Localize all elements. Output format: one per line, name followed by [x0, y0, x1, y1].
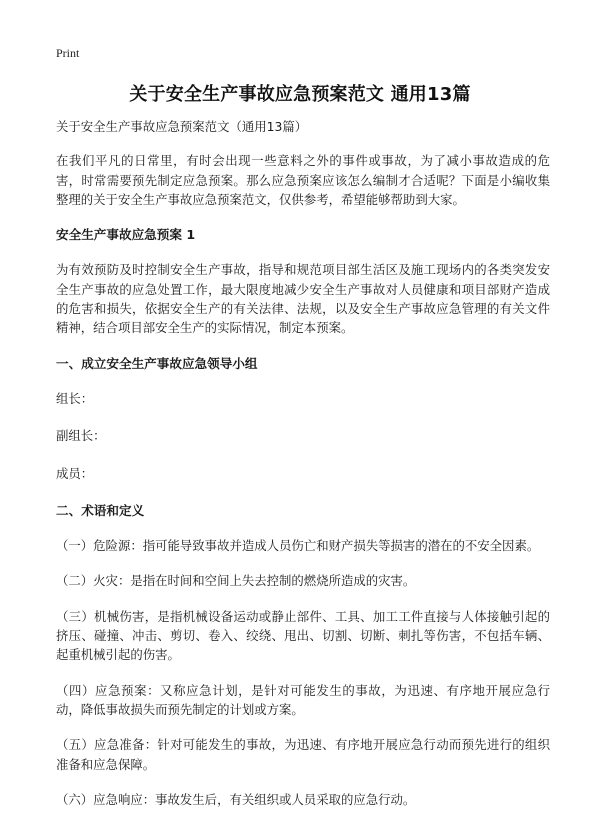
leader-field: 组长：: [56, 390, 94, 406]
section-paragraph: 为有效预防及时控制安全生产事故，指导和规范项目部生活区及施工现场内的各类突发安全生产事故的应急处置工作，最大限度地减少安全生产事故对人员健康和项目部财产造成的危害和损失，依据安全生产的有关法律、法规，以及安全生产事故应急管理的有关文件精神，结合项目部安全生产的实际情况，制定本预案。: [56, 262, 550, 336]
definition-item: （一）危险源：指可能导致事故并造成人员伤亡和财产损失等损害的潜在的不安全因素。: [56, 538, 540, 554]
definition-item: （三）机械伤害，是指机械设备运动或静止部件、工具、加工工件直接与人体接触引起的挤压、碰撞、冲击、剪切、卷入、绞绕、甩出、切割、切断、刺扎等伤害，不包括车辆、起重机械引起的伤害。: [56, 608, 550, 663]
print-label: Print: [56, 46, 80, 60]
document-title: 关于安全生产事故应急预案范文 通用13篇: [129, 84, 471, 105]
definition-item: （五）应急准备：针对可能发生的事故，为迅速、有序地开展应急行动而预先进行的组织准备和应急保障。: [56, 737, 550, 772]
definition-item: （四）应急预案：又称应急计划，是针对可能发生的事故，为迅速、有序地开展应急行动，降低事故损失而预先制定的计划或方案。: [56, 682, 550, 717]
section-heading: 安全生产事故应急预案 1: [56, 227, 196, 243]
document-body: [56, 117, 550, 825]
part-heading-leadership: 一、成立安全生产事故应急领导小组: [56, 355, 258, 371]
definition-item: （六）应急响应：事故发生后，有关组织或人员采取的应急行动。: [56, 791, 416, 807]
part-heading-definitions: 二、术语和定义: [56, 502, 145, 518]
definition-item: （二）火灾：是指在时间和空间上失去控制的燃烧所造成的灾害。: [56, 573, 416, 589]
members-field: 成员：: [56, 465, 94, 481]
intro-paragraph: 在我们平凡的日常里，有时会出现一些意料之外的事件或事故，为了减小事故造成的危害，时常需要预先制定应急预案。那么应急预案应该怎么编制才合适呢？下面是小编收集整理的关于安全生产事故应急预案范文，仅供参考，希望能够帮助到大家。: [56, 153, 550, 207]
deputy-leader-field: 副组长：: [56, 428, 106, 444]
document-subtitle: 关于安全生产事故应急预案范文（通用13篇）: [56, 119, 308, 134]
